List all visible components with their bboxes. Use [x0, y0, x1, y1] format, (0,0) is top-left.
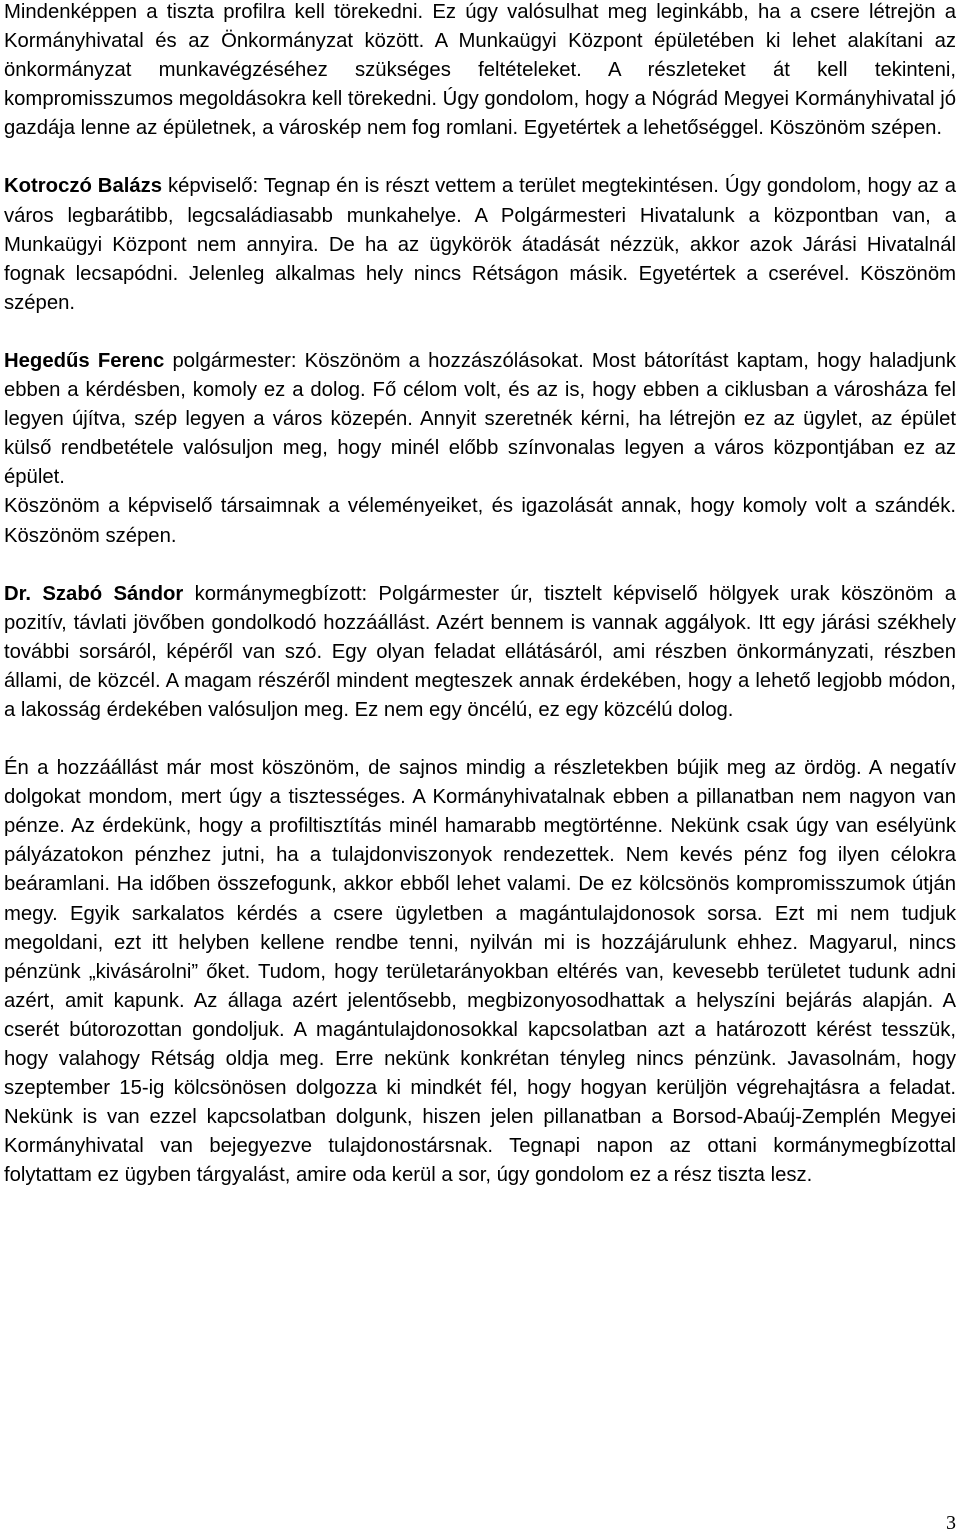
speaker-name: Hegedűs Ferenc [4, 349, 165, 372]
paragraph-text: képviselő: Tegnap én is részt vettem a terület megtekintésen. Úgy gondolom, hogy az a város legbarátibb, legcsaládiasabb munkahelye. A Polgármesteri Hivatalunk a központban van, a Munkaügyi Központ nem annyira. De ha az ügykörök átadását nézzük, akkor azok Járási Hivatalnál fognak lecsapódni. Jelenleg alkalmas hely nincs Rétságon másik. Egyetértek a cserével. Köszönöm szépen. [4, 175, 956, 314]
paragraph-text: kormánymegbízott: Polgármester úr, tisztelt képviselő hölgyek urak köszönöm a pozitív, távlati jövőben gondolkodó hozzáállást. Azért bennem is vannak aggályok. Itt egy járási székhely további sorsáról, képéről van szó. Egy olyan feladat ellátásáról, ami részben önkormányzati, részben állami, de közcél. A magam részéről mindent megteszek annak érdekében, hogy a lehető legjobb módon, a lakosság érdekében valósuljon meg. Ez nem egy öncélú, ez egy közcélú dolog. [4, 582, 956, 721]
paragraph-text: Én a hozzáállást már most köszönöm, de sajnos mindig a részletekben bújik meg az ördög. A negatív dolgokat mondom, mert úgy a tisztességes. A Kormányhivatalnak ebben a pillanatban nem nagyon van pénze. Az érdekünk, hogy a profiltisztítás minél hamarabb megtörténne. Nekünk csak úgy van esélyünk pályázatokon pénzhez jutni, ha a tulajdonviszonyok rendezettek. Nem kevés pénz fog ilyen célokra beáramlani. Ha időben összefogunk, akkor ebből lehet valami. De ez kölcsönös kompromisszumok útján megy. Egyik sarkalatos kérdés a csere ügyletben a magántulajdonosok sorsa. Ezt mi nem tudjuk megoldani, ezt itt helyben kellene rendbe tenni, nyilván mi is hozzájárulunk ehhez. Magyarul, nincs pénzünk „kivásárolni” őket. Tudom, hogy területarányokban eltérés van, kevesebb területet tudunk adni azért, amit kapunk. Az állaga azért jelentősebb, megbizonyosodhattak a helyszíni bejárás alapján. A cserét bútorozottan gondoljuk. A magántulajdonosokkal kapcsolatban azt a határozott kérést tesszük, hogy valahogy Rétság oldja meg. Erre nekünk konkrétan tényleg nincs pénzünk. Javasolnám, hogy szeptember 15-ig kölcsönösen dolgozza ki mindkét fél, hogy hogyan kerüljön végrehajtásra a feladat. Nekünk is van ezzel kapcsolatban dolgunk, hiszen jelen pillanatban a Borsod-Abaúj-Zemplén Megyei Kormányhivatal van bejegyezve tulajdonostársnak. Tegnapi napon az ottani kormánymegbízottal folytattam ez ügyben tárgyalást, amire oda kerül a sor, úgy gondolom ez a rész tiszta lesz. [4, 757, 956, 1187]
page-number: 3 [946, 1512, 956, 1534]
paragraph-text: Köszönöm a képviselő társaimnak a véleményeiket, és igazolását annak, hogy komoly volt a szándék. Köszönöm szépen. [4, 495, 956, 547]
paragraph-hegedus [4, 347, 956, 492]
paragraph-szabo [4, 580, 956, 725]
speaker-name: Kotroczó Balázs [4, 175, 163, 198]
paragraph-szabo-continued [4, 754, 956, 1190]
paragraph-opening [4, 0, 956, 143]
paragraph-text: polgármester: Köszönöm a hozzászólásokat. Most bátorítást kaptam, hogy haladjunk ebben a kérdésben, komoly ez a dolog. Fő célom volt, és az is, hogy ebben a ciklusban a városháza fel legyen újítva, szép legyen a város közepén. Annyit szeretnék kérni, ha létrejön ez az ügylet, az épület külső rendbetétele valósuljon meg, hogy minél előbb színvonalas legyen a város központjában ez az épület. [4, 349, 957, 489]
document-page [4, 0, 956, 1190]
paragraph-kotroczo [4, 172, 956, 317]
paragraph-text: Mindenképpen a tiszta profilra kell törekedni. Ez úgy valósulhat meg leginkább, ha a csere létrejön a Kormányhivatal és az Önkormányzat között. A Munkaügyi Központ épületében ki lehet alakítani az önkormányzat munkavégzéséhez szükséges feltételeket. A részleteket át kell tekinteni, kompromisszumos megoldásokra kell törekedni. Úgy gondolom, hogy a Nógrád Megyei Kormányhivatal jó gazdája lenne az épületnek, a városkép nem fog romlani. Egyetértek a lehetőséggel. Köszönöm szépen. [4, 1, 956, 140]
speaker-name: Dr. Szabó Sándor [4, 582, 184, 605]
paragraph-hegedus-continued [4, 492, 956, 550]
